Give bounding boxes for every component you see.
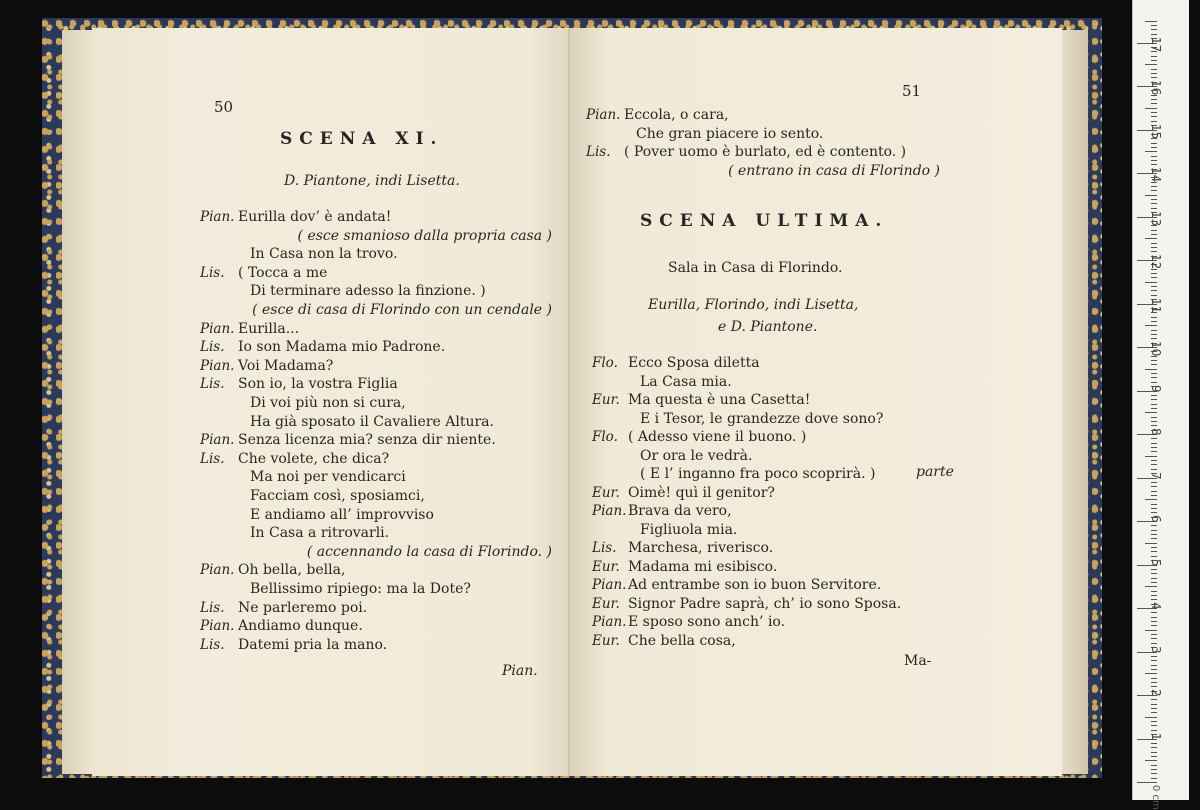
ruler-unit: 0 cm (1150, 785, 1161, 810)
ruler-label: 3 (1149, 645, 1163, 654)
ruler-tick (1151, 447, 1157, 448)
stage-direction: ( esce smanioso dalla propria casa ) (297, 227, 552, 244)
dialogue-line: Or ora le vedrà. (640, 447, 753, 464)
ruler-tick (1151, 569, 1157, 570)
ruler-tick (1151, 230, 1157, 231)
dialogue-line: Figliuola mia. (640, 521, 738, 538)
dialogue-line: ( Tocca a me (238, 264, 328, 281)
ruler-tick (1151, 421, 1157, 422)
ruler-tick (1151, 56, 1157, 57)
ruler-label: 9 (1149, 384, 1163, 393)
measuring-ruler (1132, 0, 1189, 810)
ruler-tick (1151, 156, 1157, 157)
ruler-tick (1145, 499, 1157, 500)
dialogue-line: Brava da vero, (628, 503, 732, 519)
ruler-tick (1151, 721, 1157, 722)
dialogue-line: Eurilla... (238, 320, 300, 337)
ruler-tick (1151, 617, 1157, 618)
speaker-label: Lis. (200, 450, 225, 467)
speaker-label: Pian. (200, 432, 235, 449)
dialogue-line: ( E l’ inganno fra poco scoprirà. ) (640, 466, 876, 482)
ruler-tick (1145, 64, 1157, 65)
ruler-tick (1151, 73, 1157, 74)
ruler-tick (1151, 582, 1157, 583)
ruler-tick (1151, 208, 1157, 209)
ruler-tick (1151, 660, 1157, 661)
dialogue-line: ( Adesso viene il buono. ) (628, 429, 807, 445)
ruler-tick (1151, 364, 1157, 365)
speaker-label: Pian. (200, 320, 235, 337)
ruler-tick (1151, 99, 1157, 100)
dialogue-line: Ma questa è una Casetta! (628, 392, 811, 408)
speaker-label: Pian. (592, 503, 627, 519)
ruler-tick (1151, 495, 1157, 496)
dialogue-line: Che gran piacere io sento. (636, 125, 824, 142)
ruler-tick (1151, 243, 1157, 244)
ruler-tick (1145, 456, 1157, 457)
right-catchword: Ma- (904, 653, 932, 669)
speaker-label: Lis. (200, 376, 225, 393)
speaker-label: Eur. (592, 595, 620, 612)
ruler-label: 15 (1149, 123, 1163, 139)
ruler-tick (1151, 234, 1157, 235)
dialogue-line: Marchesa, riverisco. (628, 540, 774, 556)
speaker-label: Pian. (200, 618, 235, 635)
ruler-tick (1151, 443, 1157, 444)
ruler-tick (1151, 395, 1157, 396)
dialogue-line: Ha già sposato il Cavaliere Altura. (250, 413, 494, 430)
ruler-tick (1137, 782, 1157, 783)
ruler-tick (1151, 247, 1157, 248)
ruler-tick (1151, 112, 1157, 113)
dialogue-line: Eurilla dov’ è andata! (238, 209, 392, 225)
dialogue-line: Eccola, o cara, (624, 107, 729, 123)
ruler-tick (1151, 512, 1157, 513)
ruler-tick (1151, 399, 1157, 400)
speaker-label: Pian. (592, 614, 627, 630)
dialogue-line: Ma noi per vendicarci (250, 469, 406, 486)
ruler-tick (1151, 712, 1157, 713)
ruler-tick (1151, 464, 1157, 465)
ruler-tick (1145, 282, 1157, 283)
ruler-tick (1145, 673, 1157, 674)
speaker-label: Lis. (200, 264, 225, 281)
ruler-tick (1151, 482, 1157, 483)
left-scene-heading: SCENA XI. (280, 129, 444, 149)
ruler-label: 1 (1149, 732, 1163, 741)
ruler-tick (1151, 678, 1157, 679)
dialogue-line: In Casa a ritrovarli. (250, 525, 390, 542)
ruler-tick (1151, 665, 1157, 666)
ruler-tick (1151, 730, 1157, 731)
ruler-label: 7 (1149, 471, 1163, 480)
ruler-tick (1145, 108, 1157, 109)
dialogue-line: Datemi pria la mano. (238, 636, 388, 653)
ruler-tick (1151, 778, 1157, 779)
speaker-label: Flo. (592, 429, 618, 445)
ruler-tick (1151, 743, 1157, 744)
ruler-tick (1145, 195, 1157, 196)
speaker-label: Lis. (200, 636, 225, 653)
ruler-tick (1151, 29, 1157, 30)
ruler-tick (1145, 717, 1157, 718)
ruler-tick (1151, 621, 1157, 622)
ruler-tick (1151, 34, 1157, 35)
stage-direction: ( accennando la casa di Florindo. ) (306, 543, 552, 560)
ruler-tick (1151, 382, 1157, 383)
ruler-tick (1151, 251, 1157, 252)
ruler-tick (1151, 186, 1157, 187)
ruler-tick (1151, 425, 1157, 426)
ruler-tick (1151, 769, 1157, 770)
dialogue-line: Ecco Sposa diletta (628, 355, 760, 371)
ruler-tick (1151, 747, 1157, 748)
ruler-label: 4 (1149, 602, 1163, 610)
dialogue-line: Io son Madama mio Padrone. (238, 339, 446, 356)
ruler-tick (1151, 334, 1157, 335)
dialogue-line: Facciam così, sposiamci, (250, 488, 425, 504)
ruler-tick (1151, 491, 1157, 492)
ruler-tick (1151, 438, 1157, 439)
ruler-label: 17 (1149, 36, 1163, 52)
ruler-tick (1151, 417, 1157, 418)
ruler-tick (1151, 164, 1157, 165)
ruler-label: 2 (1149, 689, 1163, 697)
ruler-tick (1151, 634, 1157, 635)
dialogue-line: Che bella cosa, (628, 632, 736, 649)
ruler-tick (1151, 360, 1157, 361)
dialogue-line: Ne parleremo poi. (238, 599, 368, 616)
ruler-label: 11 (1149, 297, 1163, 313)
left-characters: D. Piantone, indi Lisetta. (284, 173, 460, 189)
ruler-tick (1151, 756, 1157, 757)
ruler-tick (1151, 578, 1157, 579)
ruler-tick (1151, 338, 1157, 339)
ruler-tick (1145, 151, 1157, 152)
dialogue-line: Ad entrambe son io buon Servitore. (628, 577, 882, 593)
ruler-tick (1145, 412, 1157, 413)
speaker-label: Lis. (586, 144, 611, 160)
ruler-label: 6 (1149, 515, 1163, 523)
ruler-tick (1151, 725, 1157, 726)
ruler-tick (1151, 408, 1157, 409)
dialogue-line: Di voi più non si cura, (250, 395, 406, 411)
ruler-label: 13 (1149, 210, 1163, 226)
ruler-tick (1145, 325, 1157, 326)
ruler-tick (1151, 286, 1157, 287)
speaker-label: Pian. (200, 562, 235, 579)
ruler-tick (1151, 190, 1157, 191)
dialogue-line: Oimè! quì il genitor? (628, 484, 775, 501)
ruler-tick (1151, 147, 1157, 148)
stage-direction: ( entrano in casa di Florindo ) (728, 162, 940, 179)
ruler-tick (1151, 330, 1157, 331)
ruler-tick (1151, 773, 1157, 774)
left-page-edge (62, 30, 92, 774)
speaker-label: Pian. (586, 107, 621, 123)
ruler-label: 5 (1149, 558, 1163, 567)
ruler-tick (1151, 25, 1157, 26)
dialogue-line: Bellissimo ripiego: ma la Dote? (250, 581, 471, 597)
dialogue-line: E andiamo all’ improvviso (250, 506, 434, 523)
dialogue-line: Andiamo dunque. (238, 618, 363, 635)
ruler-tick (1151, 60, 1157, 61)
ruler-label: 10 (1149, 341, 1163, 357)
ruler-tick (1151, 273, 1157, 274)
dialogue-line: Oh bella, bella, (238, 562, 346, 579)
ruler-tick (1151, 203, 1157, 204)
dialogue-line: Signor Padre saprà, ch’ io sono Sposa. (628, 595, 902, 612)
dialogue-line: ( Pover uomo è burlato, ed è contento. ) (624, 144, 907, 160)
speaker-label: Pian. (200, 357, 235, 374)
speaker-label: Eur. (592, 392, 620, 408)
ruler-label: 8 (1149, 428, 1163, 436)
ruler-tick (1151, 538, 1157, 539)
speaker-label: Lis. (200, 339, 225, 356)
ruler-tick (1151, 752, 1157, 753)
ruler-tick (1145, 543, 1157, 544)
ruler-tick (1151, 534, 1157, 535)
ruler-tick (1151, 625, 1157, 626)
right-characters-line2: e D. Piantone. (718, 319, 818, 335)
speaker-label: Flo. (592, 355, 618, 371)
ruler-tick (1151, 530, 1157, 531)
ruler-tick (1151, 116, 1157, 117)
ruler-tick (1145, 369, 1157, 370)
ruler-tick (1151, 504, 1157, 505)
right-page-edge (1058, 30, 1088, 774)
speaker-label: Eur. (592, 484, 620, 501)
ruler-tick (1151, 669, 1157, 670)
ruler-tick (1151, 612, 1157, 613)
dialogue-line: Son io, la vostra Figlia (238, 376, 398, 393)
ruler-tick (1151, 103, 1157, 104)
ruler-tick (1145, 586, 1157, 587)
ruler-tick (1151, 525, 1157, 526)
speaker-label: Eur. (592, 632, 620, 649)
ruler-tick (1145, 21, 1157, 22)
ruler-tick (1151, 708, 1157, 709)
ruler-tick (1151, 765, 1157, 766)
ruler-tick (1151, 547, 1157, 548)
ruler-tick (1151, 595, 1157, 596)
right-characters-line1: Eurilla, Florindo, indi Lisetta, (648, 297, 859, 313)
ruler-tick (1151, 321, 1157, 322)
ruler-label: 14 (1149, 167, 1163, 183)
ruler-tick (1151, 656, 1157, 657)
dialogue-line: Di terminare adesso la finzione. ) (250, 283, 486, 300)
ruler-tick (1151, 686, 1157, 687)
dialogue-line: Voi Madama? (238, 357, 334, 374)
ruler-tick (1151, 638, 1157, 639)
ruler-tick (1151, 704, 1157, 705)
ruler-label: 16 (1149, 80, 1163, 96)
ruler-label: 12 (1149, 254, 1163, 270)
dialogue-line: In Casa non la trovo. (250, 246, 398, 263)
right-scene-heading: SCENA ULTIMA. (640, 211, 889, 231)
ruler-tick (1151, 486, 1157, 487)
ruler-tick (1151, 551, 1157, 552)
ruler-tick (1151, 460, 1157, 461)
ruler-tick (1145, 630, 1157, 631)
ruler-tick (1151, 599, 1157, 600)
ruler-tick (1151, 317, 1157, 318)
dialogue-line: Madama mi esibisco. (628, 558, 778, 575)
ruler-tick (1151, 699, 1157, 700)
dialogue-line: Senza licenza mia? senza dir niente. (238, 432, 496, 449)
ruler-tick (1151, 591, 1157, 592)
speaker-label: Lis. (200, 599, 225, 616)
ruler-tick (1151, 373, 1157, 374)
stage-direction: ( esce di casa di Florindo con un cendale ) (252, 302, 552, 318)
dialogue-line: Che volete, che dica? (238, 450, 390, 467)
right-setting: Sala in Casa di Florindo. (668, 260, 843, 276)
ruler-tick (1151, 573, 1157, 574)
ruler-tick (1151, 295, 1157, 296)
ruler-tick (1151, 682, 1157, 683)
ruler-tick (1151, 121, 1157, 122)
ruler-tick (1151, 199, 1157, 200)
ruler-tick (1151, 77, 1157, 78)
speaker-label: Pian. (200, 209, 235, 225)
dialogue-line: E sposo sono anch’ io. (628, 614, 786, 630)
speaker-label: Eur. (592, 558, 620, 575)
ruler-tick (1151, 404, 1157, 405)
left-catchword: Pian. (502, 663, 538, 679)
dialogue-line: E i Tesor, le grandezze dove sono? (640, 410, 884, 427)
ruler-tick (1151, 160, 1157, 161)
ruler-tick (1151, 69, 1157, 70)
ruler-tick (1151, 643, 1157, 644)
speaker-label: Lis. (592, 540, 617, 556)
ruler-tick (1151, 290, 1157, 291)
ruler-tick (1151, 143, 1157, 144)
ruler-tick (1151, 277, 1157, 278)
right-aside: parte (916, 464, 954, 480)
ruler-tick (1151, 377, 1157, 378)
ruler-tick (1151, 451, 1157, 452)
ruler-tick (1151, 556, 1157, 557)
ruler-tick (1145, 238, 1157, 239)
right-page-number: 51 (902, 82, 922, 100)
ruler-tick (1145, 760, 1157, 761)
ruler-tick (1151, 508, 1157, 509)
dialogue-line: La Casa mia. (640, 373, 732, 390)
left-page-number: 50 (214, 98, 234, 116)
ruler-tick (1151, 469, 1157, 470)
speaker-label: Pian. (592, 577, 627, 593)
